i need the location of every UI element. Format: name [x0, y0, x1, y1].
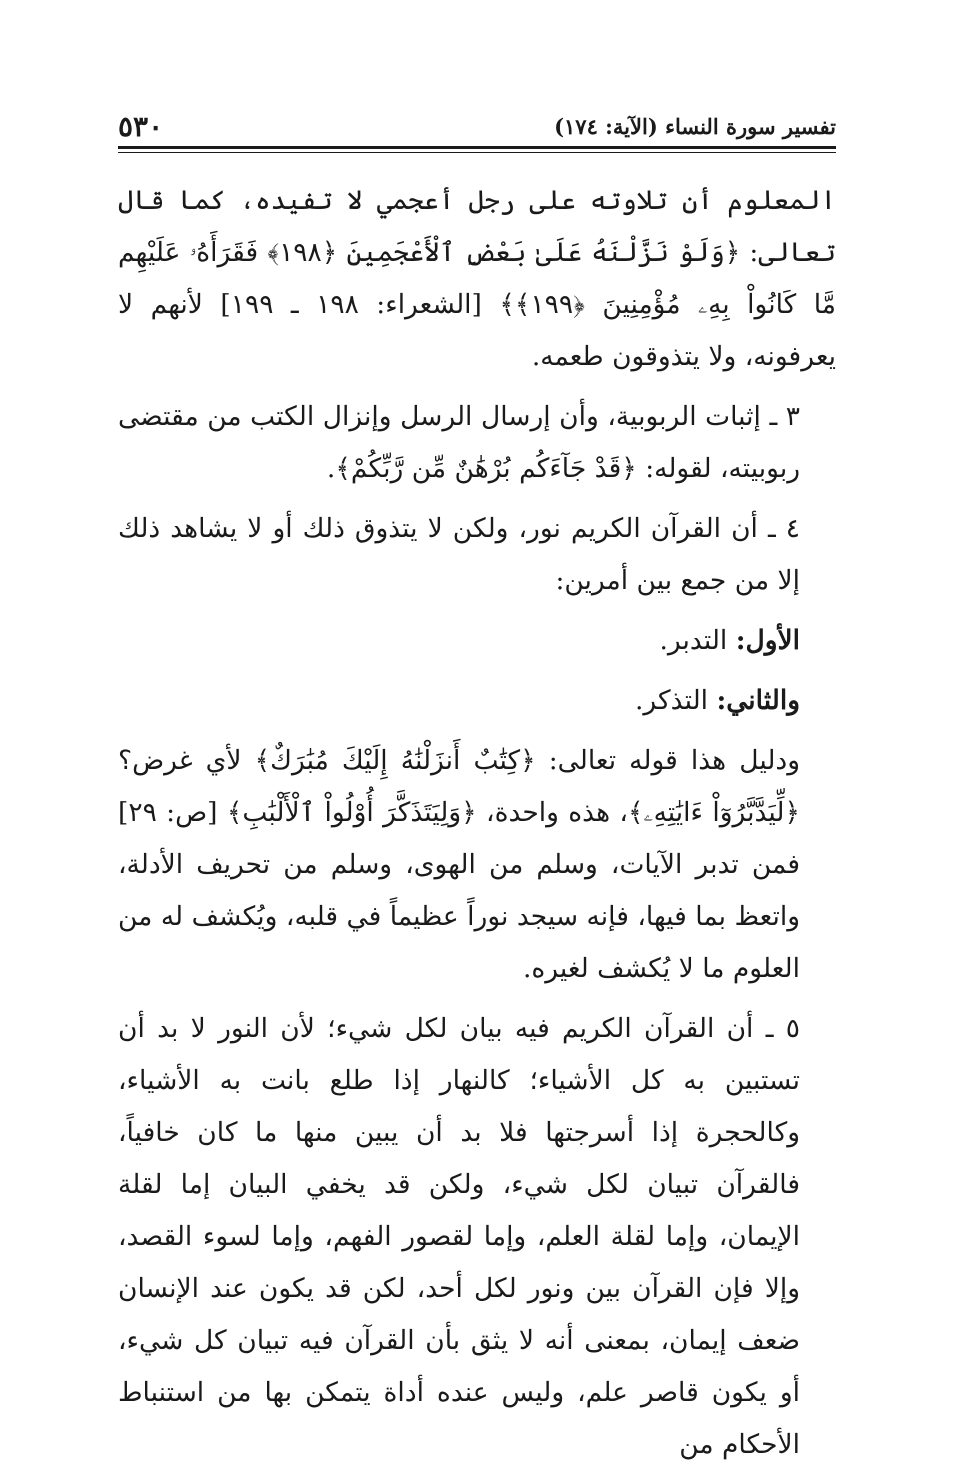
paragraph-evidence: ودليل هذا قوله تعالى: ﴿كِتَٰبٌ أَنزَلْنَٰهُ إِلَيْكَ مُبَٰرَكٌ﴾ لأي غرض؟ ﴿لِّيَدَّبَّرُوٓاْ ءَايَٰتِهِۦ﴾، هذه واحدة، ﴿وَلِيَتَذَكَّرَ أُوْلُواْ ٱلْأَلْبَٰبِ﴾ [ص: ٢٩] فمن تدبر الآيات، وسلم من الهوى، وسلم من تحريف الأدلة، واتعظ بما فيها، فإنه سيجد نوراً عظيماً في قلبه، ويُكشف له من العلوم ما لا يُكشف لغيره. [118, 745, 800, 984]
running-title: تفسير سورة النساء (الآية: ١٧٤) [554, 114, 836, 139]
list-item-second [118, 675, 836, 727]
body-text [118, 175, 836, 1471]
header-rule-thick [118, 146, 836, 149]
page-header [118, 98, 836, 142]
first-item-label: الأول: [735, 625, 800, 656]
paragraph-point-5: ٥ ـ أن القرآن الكريم فيه بيان لكل شيء؛ لأن النور لا بد أن تستبين به كل الأشياء؛ كالنهار إذا طلع بانت به الأشياء، وكالحجرة إذا أسرجتها فلا بد أن يبين منها ما كان خافياً، فالقرآن تبيان لكل شيء، ولكن قد يخفي البيان إما لقلة الإيمان، وإما لقلة العلم، وإما لقصور الفهم، وإما لسوء القصد، وإلا فإن القرآن بين ونور لكل أحد، لكن قد يكون عند الإنسان ضعف إيمان، بمعنى أنه لا يثق بأن القرآن فيه تبيان كل شيء، أو يكون قاصر علم، وليس عنده أداة يتمكن بها من استنباط الأحكام من [118, 1013, 800, 1460]
page-number: ٥٣٠ [118, 110, 164, 143]
list-item-first [118, 615, 836, 667]
header-rule-thin [118, 152, 836, 153]
paragraph-continuation: المعلوم أن تلاوته على رجل أعجمي لا تفيده، كما قال تعالى: ﴿وَلَوْ نَزَّلْنَهُ عَلَىٰ بَعْضِ ٱلْأَعْجَمِينَ ﴿١٩٨﴾ فَقَرَأَهُۥ عَلَيْهِم مَّا كَانُواْ بِهِۦ مُؤْمِنِينَ ﴿١٩٩﴾﴾ [الشعراء: ١٩٨ ـ ١٩٩] لأنهم لا يعرفونه، ولا يتذوقون طعمه. [118, 185, 836, 372]
first-item-text: التدبر. [659, 625, 736, 656]
paragraph-point-3: ٣ ـ إثبات الربوبية، وأن إرسال الرسل وإنزال الكتب من مقتضى ربوبيته، لقوله: ﴿قَدْ جَآءَكُم بُرْهَٰنٌ مِّن رَّبِّكُمْ﴾. [118, 401, 800, 484]
paragraph-point-4: ٤ ـ أن القرآن الكريم نور، ولكن لا يتذوق ذلك أو لا يشاهد ذلك إلا من جمع بين أمرين: [118, 513, 800, 596]
second-item-text: التذكر. [635, 685, 717, 716]
book-page [118, 98, 836, 1471]
second-item-label: والثاني: [716, 685, 800, 716]
